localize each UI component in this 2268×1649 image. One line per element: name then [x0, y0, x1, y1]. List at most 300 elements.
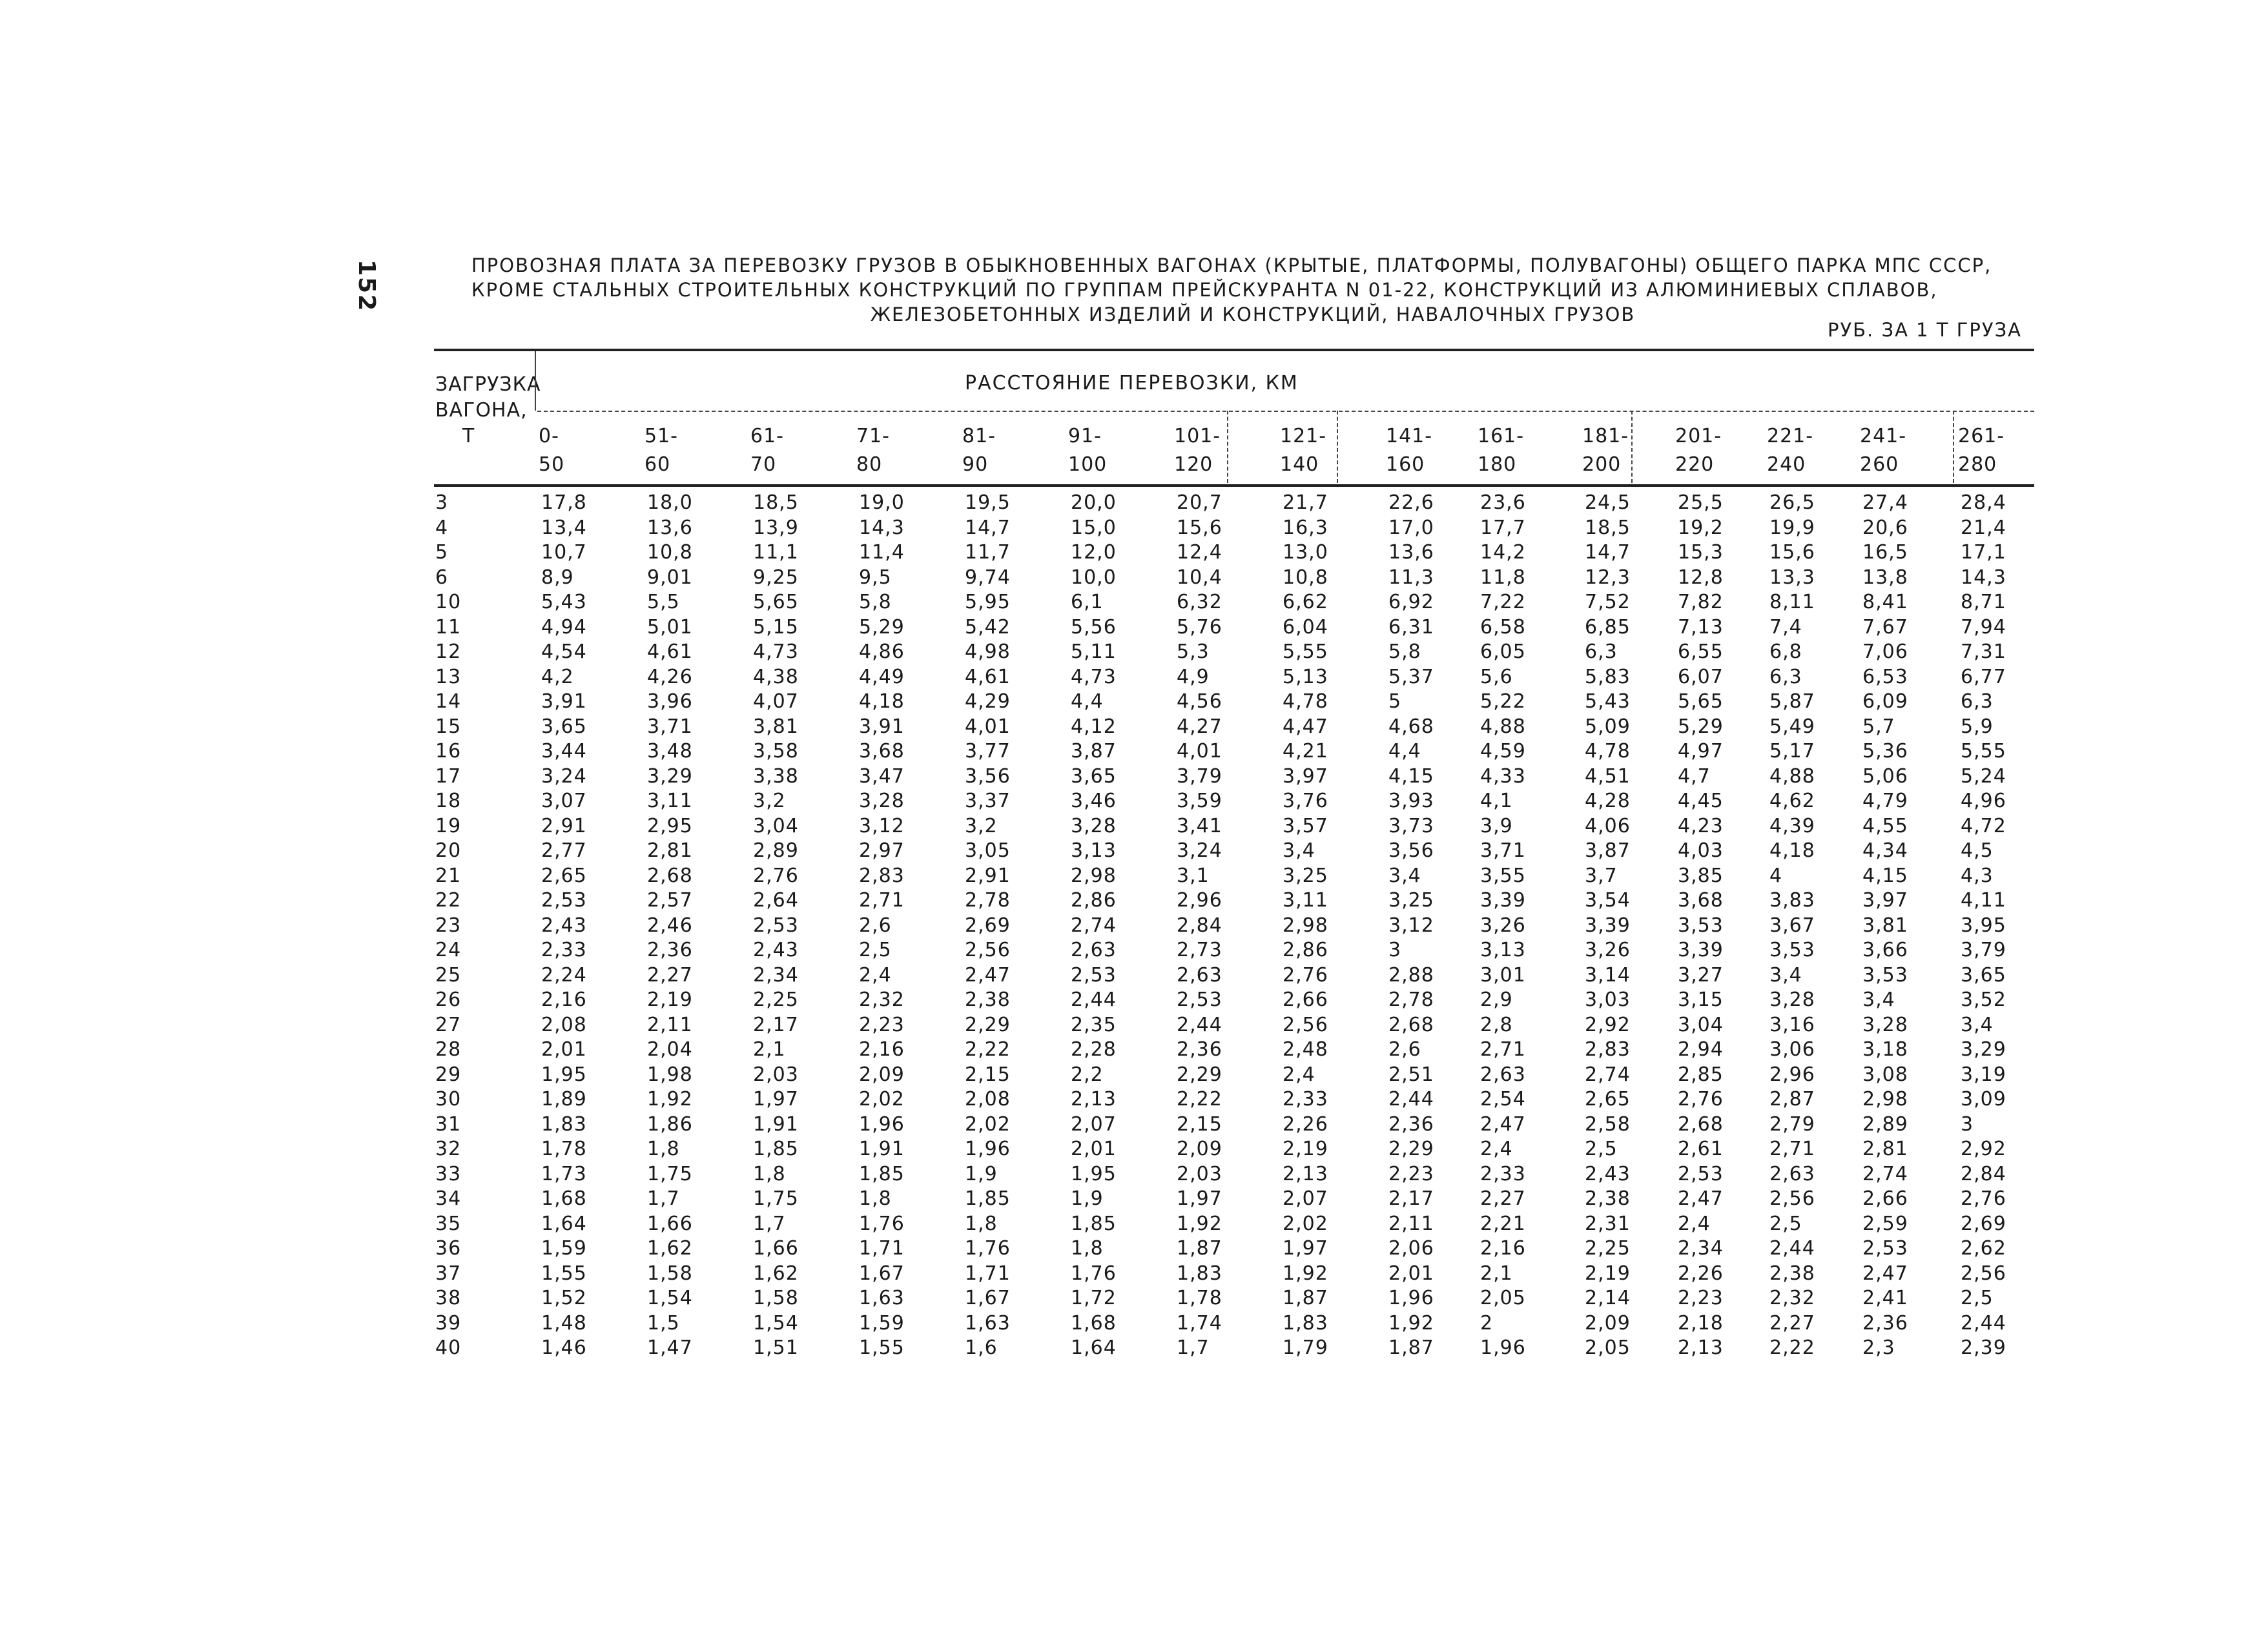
rate-cell: 2,25 [1585, 1237, 1631, 1260]
rate-cell: 4,01 [1177, 740, 1222, 763]
load-cell: 39 [435, 1311, 462, 1335]
column-header-from: 91- [1068, 425, 1102, 447]
rate-cell: 4,1 [1480, 790, 1513, 812]
rate-cell: 2,26 [1283, 1112, 1328, 1136]
rate-cell: 4,5 [1961, 839, 1994, 862]
rate-cell: 4,01 [965, 715, 1011, 738]
rate-cell: 6,8 [1769, 640, 1802, 663]
rate-cell: 2,05 [1585, 1337, 1631, 1359]
table-row [434, 1063, 2034, 1088]
rate-cell: 20,6 [1862, 516, 1908, 539]
rate-cell: 21,4 [1961, 516, 2006, 539]
rate-cell: 2,01 [1388, 1262, 1434, 1285]
rate-cell: 2,76 [1961, 1187, 2006, 1210]
rate-cell: 2,76 [1678, 1088, 1724, 1111]
load-cell: 21 [435, 864, 462, 887]
rate-cell: 1,76 [965, 1237, 1011, 1260]
rate-cell: 2,1 [1480, 1262, 1513, 1285]
rate-cell: 3,65 [541, 715, 587, 738]
rate-cell: 1,54 [647, 1287, 693, 1309]
rate-cell: 3,65 [1961, 963, 2006, 987]
rate-cell: 2,96 [1769, 1063, 1815, 1086]
tariff-table [434, 349, 2034, 1361]
rate-cell: 2,59 [1862, 1212, 1908, 1235]
rate-cell: 1,7 [647, 1187, 680, 1210]
rate-cell: 6,3 [1961, 690, 1994, 713]
rate-cell: 27,4 [1862, 491, 1908, 514]
table-row [434, 1236, 2034, 1262]
column-header-from: 161- [1478, 425, 1525, 447]
column-separator [1227, 411, 1228, 483]
rate-cell: 3,87 [1585, 839, 1631, 862]
rate-cell: 2,39 [1961, 1337, 2006, 1359]
title-line-1: ПРОВОЗНАЯ ПЛАТА ЗА ПЕРЕВОЗКУ ГРУЗОВ В ОБЫКНОВЕННЫХ ВАГОНАХ (КРЫТЫЕ, ПЛАТФОРМЫ, ПОЛУВАГОНЫ) ОБЩЕГО ПАРКА МПС СССР, [471, 254, 1992, 276]
rate-cell: 1,71 [965, 1262, 1011, 1285]
rate-cell: 2,81 [647, 839, 693, 862]
rate-cell: 2,76 [1283, 963, 1328, 987]
rate-cell: 17,1 [1961, 541, 2006, 564]
rate-cell: 20,0 [1071, 491, 1117, 514]
rate-cell: 2,83 [1585, 1038, 1631, 1061]
column-header [856, 422, 890, 479]
rate-cell: 13,0 [1283, 541, 1328, 564]
load-cell: 10 [435, 591, 462, 613]
table-row [434, 715, 2034, 740]
rate-cell: 10,7 [541, 541, 587, 564]
load-cell: 32 [435, 1138, 462, 1160]
rate-cell: 2,98 [1071, 864, 1117, 887]
rate-cell: 6,1 [1071, 591, 1104, 613]
rate-cell: 2,44 [1961, 1311, 2006, 1335]
load-cell: 25 [435, 963, 462, 987]
rate-cell: 2,01 [1071, 1138, 1117, 1160]
load-cell: 24 [435, 939, 462, 961]
column-header-to: 120 [1174, 453, 1213, 476]
rate-cell: 5,43 [541, 591, 587, 613]
column-header [539, 422, 564, 479]
load-cell: 11 [435, 615, 462, 639]
table-row [434, 1286, 2034, 1311]
rate-cell: 5,49 [1769, 715, 1815, 738]
rate-cell: 6,31 [1388, 615, 1434, 639]
rate-cell: 5,65 [1678, 690, 1724, 713]
rate-cell: 2,74 [1585, 1063, 1631, 1086]
table-row [434, 1187, 2034, 1212]
rate-cell: 6,05 [1480, 640, 1526, 663]
table-row [434, 888, 2034, 914]
rate-cell: 2,83 [859, 864, 905, 887]
load-cell: 28 [435, 1038, 462, 1061]
rate-cell: 3,1 [1177, 864, 1210, 887]
rate-cell: 13,6 [647, 516, 693, 539]
rate-cell: 2,17 [753, 1013, 799, 1036]
rate-cell: 1,59 [541, 1237, 587, 1260]
rate-cell: 4,07 [753, 690, 799, 713]
rate-cell: 1,8 [965, 1212, 998, 1235]
rate-cell: 10,4 [1177, 566, 1222, 589]
rate-cell: 4 [1769, 864, 1783, 887]
rate-cell: 3,06 [1769, 1038, 1815, 1061]
rate-cell: 4,06 [1585, 814, 1631, 837]
rate-cell: 3,07 [541, 790, 587, 812]
load-cell: 5 [435, 541, 449, 564]
load-cell: 23 [435, 914, 462, 937]
rate-cell: 2,53 [1862, 1237, 1908, 1260]
rate-cell: 5,09 [1585, 715, 1631, 738]
rate-cell: 1,78 [1177, 1287, 1222, 1309]
rate-cell: 3,41 [1177, 814, 1222, 837]
table-row [434, 839, 2034, 864]
rate-cell: 3,08 [1862, 1063, 1908, 1086]
header-divider [535, 351, 536, 411]
rate-cell: 2,57 [647, 889, 693, 912]
rate-cell: 6,32 [1177, 591, 1222, 613]
column-header [1767, 422, 1813, 479]
column-header-to: 90 [962, 453, 989, 476]
column-header-from: 51- [644, 425, 678, 447]
rate-cell: 18,5 [753, 491, 799, 514]
rate-cell: 1,6 [965, 1337, 998, 1359]
rate-cell: 2,74 [1071, 914, 1117, 937]
rate-cell: 1,85 [965, 1187, 1011, 1210]
rate-cell: 2,02 [965, 1112, 1011, 1136]
table-row [434, 665, 2034, 690]
rate-cell: 4,68 [1388, 715, 1434, 738]
table-row [434, 739, 2034, 764]
rate-cell: 2,21 [1480, 1212, 1526, 1235]
load-cell: 20 [435, 839, 462, 862]
rate-cell: 2,56 [1961, 1262, 2006, 1285]
rate-cell: 1,92 [647, 1088, 693, 1111]
rate-cell: 2,63 [1480, 1063, 1526, 1086]
rate-cell: 2,29 [1177, 1063, 1222, 1086]
load-cell: 34 [435, 1187, 462, 1210]
rate-cell: 3,55 [1480, 864, 1526, 887]
rate-cell: 2,05 [1480, 1287, 1526, 1309]
rate-cell: 5,15 [753, 615, 799, 639]
rate-cell: 4,18 [859, 690, 905, 713]
rate-cell: 3,47 [859, 764, 905, 788]
rate-cell: 3,73 [1388, 814, 1434, 837]
rate-cell: 3,71 [647, 715, 693, 738]
rate-cell: 2,94 [1678, 1038, 1724, 1061]
rate-cell: 3,28 [1862, 1013, 1908, 1036]
load-cell: 29 [435, 1063, 462, 1086]
load-cell: 6 [435, 566, 449, 589]
rate-cell: 2,74 [1862, 1162, 1908, 1185]
rate-cell: 3,37 [965, 790, 1011, 812]
rate-cell: 3,29 [647, 764, 693, 788]
rate-cell: 1,63 [965, 1311, 1011, 1335]
rate-cell: 6,62 [1283, 591, 1328, 613]
rate-cell: 2,44 [1388, 1088, 1434, 1111]
rate-cell: 2,07 [1071, 1112, 1117, 1136]
column-header [1675, 422, 1722, 479]
rate-cell: 2,02 [859, 1088, 905, 1111]
rate-cell: 1,64 [1071, 1337, 1117, 1359]
rate-cell: 5,3 [1177, 640, 1210, 663]
column-separator [1337, 411, 1338, 483]
load-cell: 36 [435, 1237, 462, 1260]
rate-cell: 10,8 [1283, 566, 1328, 589]
rate-cell: 2,18 [1678, 1311, 1724, 1335]
rate-cell: 2,53 [1071, 963, 1117, 987]
rate-cell: 3,91 [541, 690, 587, 713]
rate-cell: 2,3 [1862, 1337, 1895, 1359]
rate-cell: 2,66 [1862, 1187, 1908, 1210]
rate-cell: 13,3 [1769, 566, 1815, 589]
rate-cell: 5,7 [1862, 715, 1895, 738]
rate-cell: 4,55 [1862, 814, 1908, 837]
rate-cell: 18,0 [647, 491, 693, 514]
rate-cell: 6,53 [1862, 665, 1908, 688]
rate-cell: 3,11 [647, 790, 693, 812]
rate-cell: 3,03 [1585, 988, 1631, 1011]
rate-cell: 3,68 [859, 740, 905, 763]
column-header-to: 60 [644, 453, 671, 476]
rate-cell: 3,93 [1388, 790, 1434, 812]
rate-cell: 4,94 [541, 615, 587, 639]
rate-cell: 14,3 [859, 516, 905, 539]
rate-cell: 2,69 [965, 914, 1011, 937]
rate-cell: 3,96 [647, 690, 693, 713]
column-header-to: 180 [1478, 453, 1517, 476]
rate-cell: 3,28 [859, 790, 905, 812]
rate-cell: 2,22 [1769, 1337, 1815, 1359]
rate-cell: 1,73 [541, 1162, 587, 1185]
rate-cell: 2,5 [1585, 1138, 1618, 1160]
column-header-to: 50 [539, 453, 565, 476]
rate-cell: 2,78 [965, 889, 1011, 912]
rate-cell: 2,27 [1769, 1311, 1815, 1335]
rate-cell: 15,3 [1678, 541, 1724, 564]
rate-cell: 2,86 [1283, 939, 1328, 961]
rate-cell: 4,11 [1961, 889, 2006, 912]
rate-cell: 3,77 [965, 740, 1011, 763]
table-row [434, 1311, 2034, 1337]
table-row [434, 566, 2034, 591]
rate-cell: 4,4 [1388, 740, 1421, 763]
rate-cell: 12,4 [1177, 541, 1222, 564]
rate-cell: 14,7 [1585, 541, 1631, 564]
rate-cell: 3,09 [1961, 1088, 2006, 1111]
table-row [434, 1112, 2034, 1138]
rate-cell: 2,53 [753, 914, 799, 937]
load-cell: 15 [435, 715, 462, 738]
rate-cell: 2,33 [1480, 1162, 1526, 1185]
rate-cell: 17,8 [541, 491, 587, 514]
rate-cell: 2,95 [647, 814, 693, 837]
rate-cell: 1,83 [1177, 1262, 1222, 1285]
column-header-from: 221- [1767, 425, 1814, 447]
rate-cell: 1,63 [859, 1287, 905, 1309]
rate-cell: 2,36 [647, 939, 693, 961]
rate-cell: 1,54 [753, 1311, 799, 1335]
rate-cell: 1,46 [541, 1337, 587, 1359]
rate-cell: 2,2 [1071, 1063, 1104, 1086]
rate-cell: 3,19 [1961, 1063, 2006, 1086]
rate-cell: 1,62 [753, 1262, 799, 1285]
rate-cell: 1,96 [965, 1138, 1011, 1160]
rate-cell: 4,29 [965, 690, 1011, 713]
rate-cell: 5,11 [1071, 640, 1117, 663]
rate-cell: 10,0 [1071, 566, 1117, 589]
rate-cell: 6,77 [1961, 665, 2006, 688]
rate-cell: 5,22 [1480, 690, 1526, 713]
rate-cell: 2,32 [859, 988, 905, 1011]
rate-cell: 6,58 [1480, 615, 1526, 639]
rate-cell: 1,59 [859, 1311, 905, 1335]
rate-cell: 1,85 [1071, 1212, 1117, 1235]
rate-cell: 2,8 [1480, 1013, 1513, 1036]
table-row [434, 914, 2034, 939]
rate-cell: 2,47 [1862, 1262, 1908, 1285]
rate-cell: 2,81 [1862, 1138, 1908, 1160]
rate-cell: 2,19 [647, 988, 693, 1011]
rate-cell: 8,11 [1769, 591, 1815, 613]
rate-cell: 2,89 [1862, 1112, 1908, 1136]
rate-cell: 2,65 [541, 864, 587, 887]
rate-cell: 6,92 [1388, 591, 1434, 613]
column-separator [1953, 411, 1954, 483]
rate-cell: 3,66 [1862, 939, 1908, 961]
rate-cell: 2,4 [1480, 1138, 1513, 1160]
rate-cell: 13,4 [541, 516, 587, 539]
table-row [434, 516, 2034, 541]
rate-cell: 4,61 [965, 665, 1011, 688]
column-header [1582, 422, 1629, 479]
rate-cell: 2,09 [1585, 1311, 1631, 1335]
rate-cell: 1,87 [1177, 1237, 1222, 1260]
load-cell: 18 [435, 790, 462, 812]
rate-cell: 3,28 [1071, 814, 1117, 837]
distance-column-headers [434, 422, 2034, 480]
column-header-to: 200 [1582, 453, 1622, 476]
rate-cell: 9,74 [965, 566, 1011, 589]
rate-cell: 8,9 [541, 566, 574, 589]
rate-cell: 2,87 [1769, 1088, 1815, 1111]
rate-cell: 7,67 [1862, 615, 1908, 639]
column-header-to: 160 [1386, 453, 1425, 476]
rate-cell: 15,6 [1769, 541, 1815, 564]
rate-cell: 3,38 [753, 764, 799, 788]
rate-cell: 2,56 [965, 939, 1011, 961]
rate-cell: 2,58 [1585, 1112, 1631, 1136]
rate-cell: 1,92 [1283, 1262, 1328, 1285]
rate-cell: 4,97 [1678, 740, 1724, 763]
rate-cell: 2,76 [753, 864, 799, 887]
rate-cell: 3,4 [1862, 988, 1895, 1011]
table-row [434, 690, 2034, 715]
rate-cell: 2,08 [965, 1088, 1011, 1111]
rate-cell: 4,88 [1480, 715, 1526, 738]
column-header [750, 422, 784, 479]
rate-cell: 3,14 [1585, 963, 1631, 987]
rate-cell: 1,66 [753, 1237, 799, 1260]
rate-cell: 2,34 [1678, 1237, 1724, 1260]
rate-cell: 5,37 [1388, 665, 1434, 688]
rate-cell: 3,4 [1388, 864, 1421, 887]
load-cell: 12 [435, 640, 462, 663]
rate-cell: 3,58 [753, 740, 799, 763]
rate-cell: 4,62 [1769, 790, 1815, 812]
rate-cell: 1,95 [541, 1063, 587, 1086]
table-row [434, 938, 2034, 963]
rate-cell: 1,75 [753, 1187, 799, 1210]
rate-cell: 4,61 [647, 640, 693, 663]
rate-cell: 7,31 [1961, 640, 2006, 663]
distance-header: РАССТОЯНИЕ ПЕРЕВОЗКИ, КМ [965, 372, 1299, 394]
rate-cell: 4,49 [859, 665, 905, 688]
rate-cell: 2,1 [753, 1038, 786, 1061]
rate-cell: 2,22 [965, 1038, 1011, 1061]
load-cell: 37 [435, 1262, 462, 1285]
rate-cell: 2,47 [1678, 1187, 1724, 1210]
rate-cell: 4,78 [1585, 740, 1631, 763]
rate-cell: 19,2 [1678, 516, 1724, 539]
rate-cell: 7,82 [1678, 591, 1724, 613]
rate-cell: 24,5 [1585, 491, 1631, 514]
rate-cell: 2,09 [1177, 1138, 1222, 1160]
rate-cell: 11,3 [1388, 566, 1434, 589]
rate-cell: 2,35 [1071, 1013, 1117, 1036]
column-header [1860, 422, 1906, 479]
rate-cell: 5,87 [1769, 690, 1815, 713]
rate-cell: 3 [1388, 939, 1402, 961]
rate-cell: 2,84 [1961, 1162, 2006, 1185]
rate-cell: 6,85 [1585, 615, 1631, 639]
column-header-to: 70 [750, 453, 777, 476]
rate-cell: 11,7 [965, 541, 1011, 564]
rate-cell: 2,62 [1961, 1237, 2006, 1260]
rate-cell: 3,04 [1678, 1013, 1724, 1036]
rate-cell: 2,43 [541, 914, 587, 937]
rate-cell: 5,42 [965, 615, 1011, 639]
rate-cell: 19,9 [1769, 516, 1815, 539]
rate-cell: 1,98 [647, 1063, 693, 1086]
rate-cell: 2,4 [859, 963, 892, 987]
rate-cell: 2,43 [1585, 1162, 1631, 1185]
rate-cell: 26,5 [1769, 491, 1815, 514]
rate-cell: 3,53 [1678, 914, 1724, 937]
rate-cell: 2,13 [1071, 1088, 1117, 1111]
rate-cell: 1,79 [1283, 1337, 1328, 1359]
rate-cell: 2,17 [1388, 1187, 1434, 1210]
rate-cell: 1,86 [647, 1112, 693, 1136]
rate-cell: 4,15 [1862, 864, 1908, 887]
rate-cell: 21,7 [1283, 491, 1328, 514]
rate-cell: 2,48 [1283, 1038, 1328, 1061]
rate-cell: 3,11 [1283, 889, 1328, 912]
rate-cell: 1,64 [541, 1212, 587, 1235]
rate-cell: 2,89 [753, 839, 799, 862]
rate-cell: 3,85 [1678, 864, 1724, 887]
column-header-from: 241- [1860, 425, 1907, 447]
rate-cell: 4,33 [1480, 764, 1526, 788]
rate-cell: 1,91 [753, 1112, 799, 1136]
table-row [434, 764, 2034, 790]
rate-cell: 4,4 [1071, 690, 1104, 713]
rate-cell: 2,63 [1769, 1162, 1815, 1185]
rate-cell: 3,25 [1388, 889, 1434, 912]
rate-cell: 2,56 [1283, 1013, 1328, 1036]
rate-cell: 5,17 [1769, 740, 1815, 763]
rate-cell: 5,76 [1177, 615, 1222, 639]
table-row [434, 640, 2034, 665]
rate-cell: 4,72 [1961, 814, 2006, 837]
column-header-to: 240 [1767, 453, 1806, 476]
rate-cell: 3,68 [1678, 889, 1724, 912]
